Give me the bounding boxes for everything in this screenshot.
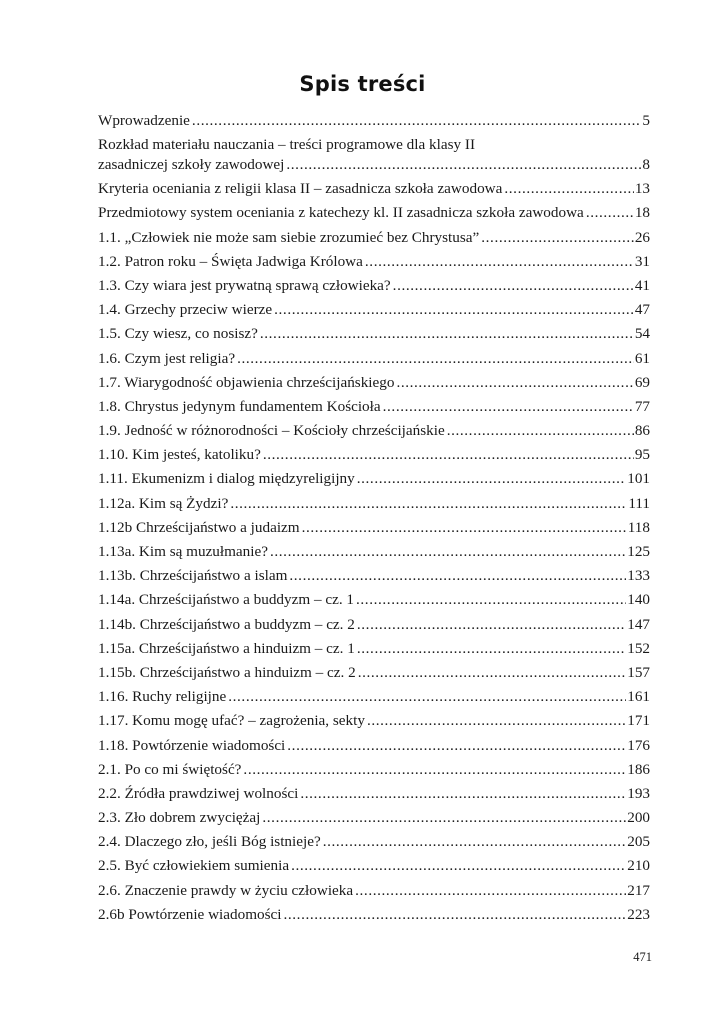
toc-entry-label: 1.7. Wiarygodność objawienia chrześcijańskiego xyxy=(98,373,395,391)
toc-entry-page: 157 xyxy=(627,663,650,681)
toc-entry-label: 2.6b Powtórzenie wiadomości xyxy=(98,905,282,923)
dot-leader xyxy=(393,275,634,296)
toc-entry-label: 2.4. Dlaczego zło, jeśli Bóg istnieje? xyxy=(98,833,321,851)
toc-entry-label: 1.2. Patron roku – Święta Jadwiga Królowa xyxy=(98,252,363,270)
toc-entry-page: 77 xyxy=(634,397,650,415)
toc-entry xyxy=(98,855,650,879)
dot-leader xyxy=(192,110,641,131)
toc-entry xyxy=(98,565,650,589)
toc-entry xyxy=(98,638,650,662)
toc-entry-page: 31 xyxy=(634,252,650,270)
toc-entry xyxy=(98,444,650,468)
toc-entry-page: 101 xyxy=(627,470,650,488)
toc-entry-page: 8 xyxy=(642,156,650,174)
toc-entry xyxy=(98,614,650,638)
toc-entry xyxy=(98,807,650,831)
toc-entry-label: 1.5. Czy wiesz, co nosisz? xyxy=(98,325,258,343)
toc-entry-page: 41 xyxy=(634,276,650,294)
dot-leader xyxy=(263,444,634,465)
toc-entry-label: 2.1. Po co mi świętość? xyxy=(98,760,242,778)
toc-entry-page: 125 xyxy=(627,543,650,560)
dot-leader xyxy=(383,396,634,417)
toc-entry xyxy=(98,372,650,396)
toc-entry-label: 1.6. Czym jest religia? xyxy=(98,349,236,367)
toc-entry xyxy=(98,348,650,372)
toc-entry-page: 223 xyxy=(627,905,650,923)
toc-entry-page: 47 xyxy=(634,301,650,319)
toc-entry-label: 1.12b Chrześcijaństwo a judaizm xyxy=(98,518,300,536)
dot-leader xyxy=(262,807,626,828)
dot-leader xyxy=(357,614,626,635)
toc-entry-label: 1.16. Ruchy religijne xyxy=(98,688,227,706)
dot-leader xyxy=(302,517,627,538)
dot-leader xyxy=(447,420,634,441)
toc-entry xyxy=(98,710,650,734)
toc-entry xyxy=(98,904,650,928)
toc-entry-page: 111 xyxy=(628,494,650,512)
toc-entry-label: 1.11. Ekumenizm i dialog międzyreligijny xyxy=(98,470,355,488)
toc-entry-page: 140 xyxy=(627,591,650,609)
dot-leader xyxy=(365,251,634,272)
dot-leader xyxy=(286,154,641,175)
toc-entry-page: 61 xyxy=(634,349,650,367)
toc-entry xyxy=(98,134,650,178)
toc-entry-page: 26 xyxy=(634,228,650,246)
toc-entry-page: 86 xyxy=(634,422,650,440)
toc-entry-label: 1.3. Czy wiara jest prywatną sprawą człowieka? xyxy=(98,276,391,294)
toc-entry xyxy=(98,831,650,855)
toc-entry-label: 1.18. Powtórzenie wiadomości xyxy=(98,736,286,754)
dot-leader xyxy=(228,686,626,707)
toc-entry-label: 1.14b. Chrześcijaństwo a buddyzm – cz. 2 xyxy=(98,615,355,633)
toc-entry-label: 1.14a. Chrześcijaństwo a buddyzm – cz. 1 xyxy=(98,591,355,609)
toc-entry-page: 95 xyxy=(634,446,650,464)
dot-leader xyxy=(504,178,633,199)
toc-entry-label: 1.8. Chrystus jedynym fundamentem Kościoła xyxy=(98,397,381,415)
page-title: Spis treści xyxy=(299,72,426,96)
dot-leader xyxy=(287,735,626,756)
dot-leader xyxy=(260,323,634,344)
toc-entry-page: 18 xyxy=(634,204,650,222)
toc-entry-label: 1.1. „Człowiek nie może sam siebie zrozumieć bez Chrystusa” xyxy=(98,228,480,246)
toc-entry-label: 1.9. Jedność w różnorodności – Kościoły chrześcijańskie xyxy=(98,422,445,440)
dot-leader xyxy=(230,493,627,514)
table-of-contents xyxy=(98,110,650,928)
dot-leader xyxy=(289,565,626,586)
toc-entry-page: 5 xyxy=(642,112,650,129)
toc-entry-label: Wprowadzenie xyxy=(98,112,190,129)
toc-entry-page: 200 xyxy=(627,809,650,827)
toc-entry xyxy=(98,227,650,251)
toc-entry-label: 1.13b. Chrześcijaństwo a islam xyxy=(98,567,288,585)
toc-entry-label: 1.15b. Chrześcijaństwo a hinduizm – cz. 2 xyxy=(98,663,356,681)
toc-entry-label: 1.12a. Kim są Żydzi? xyxy=(98,494,229,512)
dot-leader xyxy=(357,638,626,659)
toc-entry-label: zasadniczej szkoły zawodowej xyxy=(98,156,285,174)
toc-entry-page: 161 xyxy=(627,688,650,706)
toc-entry xyxy=(98,783,650,807)
toc-entry xyxy=(98,493,650,517)
dot-leader xyxy=(367,710,626,731)
toc-entry-label: Kryteria oceniania z religii klasa II – zasadnicza szkoła zawodowa xyxy=(98,180,503,198)
toc-entry xyxy=(98,110,650,134)
toc-entry-page: 54 xyxy=(634,325,650,343)
toc-entry-page: 69 xyxy=(634,373,650,391)
toc-entry-label-line1: Rozkład materiału nauczania – treści programowe dla klasy II xyxy=(98,136,476,154)
toc-entry xyxy=(98,517,650,541)
toc-entry-label: 1.10. Kim jesteś, katoliku? xyxy=(98,446,261,464)
toc-entry xyxy=(98,396,650,420)
toc-entry xyxy=(98,880,650,904)
toc-entry-page: 133 xyxy=(627,567,650,585)
toc-entry xyxy=(98,275,650,299)
toc-entry xyxy=(98,589,650,613)
toc-entry xyxy=(98,420,650,444)
dot-leader xyxy=(396,372,633,393)
dot-leader xyxy=(270,541,626,562)
toc-entry xyxy=(98,735,650,759)
toc-entry-label: Przedmiotowy system oceniania z katechezy kl. II zasadnicza szkoła zawodowa xyxy=(98,204,584,222)
dot-leader xyxy=(586,202,634,223)
toc-entry-page: 171 xyxy=(627,712,650,730)
dot-leader xyxy=(357,468,626,489)
toc-entry-page: 118 xyxy=(627,518,650,536)
toc-entry xyxy=(98,686,650,710)
toc-entry-page: 217 xyxy=(627,881,650,899)
toc-entry xyxy=(98,759,650,783)
toc-entry-label: 2.5. Być człowiekiem sumienia xyxy=(98,857,290,875)
toc-entry-label: 2.2. Źródła prawdziwej wolności xyxy=(98,784,299,802)
toc-entry-label: 2.3. Zło dobrem zwyciężaj xyxy=(98,809,261,827)
toc-entry-label: 1.13a. Kim są muzułmanie? xyxy=(98,543,268,560)
dot-leader xyxy=(237,348,634,369)
page-number: 471 xyxy=(633,950,652,964)
toc-entry-page: 13 xyxy=(634,180,650,198)
toc-entry-page: 205 xyxy=(627,833,650,851)
dot-leader xyxy=(243,759,626,780)
dot-leader xyxy=(355,880,626,901)
dot-leader xyxy=(291,855,626,876)
toc-entry xyxy=(98,178,650,202)
toc-entry-page: 193 xyxy=(627,784,650,802)
dot-leader xyxy=(274,299,634,320)
toc-entry xyxy=(98,299,650,323)
toc-entry xyxy=(98,251,650,275)
toc-entry-page: 147 xyxy=(627,615,650,633)
dot-leader xyxy=(481,227,634,248)
toc-entry xyxy=(98,468,650,492)
dot-leader xyxy=(356,589,626,610)
toc-entry xyxy=(98,662,650,686)
toc-entry-label: 1.4. Grzechy przeciw wierze xyxy=(98,301,273,319)
dot-leader xyxy=(358,662,627,683)
toc-entry-label: 2.6. Znaczenie prawdy w życiu człowieka xyxy=(98,881,354,899)
toc-entry-page: 176 xyxy=(627,736,650,754)
toc-entry-page: 210 xyxy=(627,857,650,875)
dot-leader xyxy=(283,904,626,925)
toc-entry-page: 152 xyxy=(627,639,650,657)
toc-entry-page: 186 xyxy=(627,760,650,778)
toc-entry xyxy=(98,202,650,226)
toc-entry-label: 1.17. Komu mogę ufać? – zagrożenia, sekty xyxy=(98,712,365,730)
dot-leader xyxy=(300,783,626,804)
toc-entry xyxy=(98,541,650,565)
dot-leader xyxy=(323,831,627,852)
toc-entry xyxy=(98,323,650,347)
toc-entry-label: 1.15a. Chrześcijaństwo a hinduizm – cz. 1 xyxy=(98,639,355,657)
